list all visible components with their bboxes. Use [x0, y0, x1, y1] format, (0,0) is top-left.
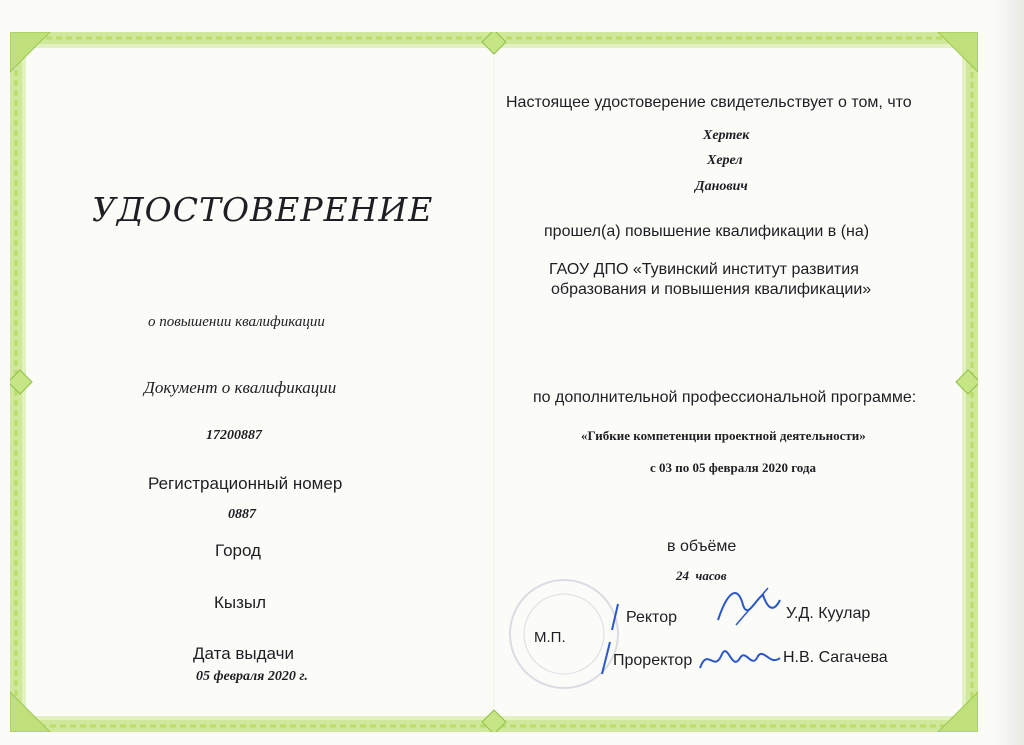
program-name: «Гибкие компетенции проектной деятельности» [581, 428, 866, 443]
registration-label: Регистрационный номер [148, 474, 343, 493]
prorector-name: Н.В. Сагачева [783, 649, 888, 666]
holder-name: Херел [707, 153, 743, 168]
program-label: по дополнительной профессиональной программе: [533, 389, 917, 406]
rector-label: Ректор [626, 609, 677, 626]
training-period: с 03 по 05 февраля 2020 года [650, 460, 816, 475]
certificate-title: УДОСТОВЕРЕНИЕ [92, 190, 434, 229]
holder-surname: Хертек [703, 128, 750, 143]
document-number: 17200887 [206, 428, 262, 443]
organization-line-2: образования и повышения квалификации» [551, 281, 872, 298]
intro-text: Настоящее удостоверение свидетельствует о том, что [506, 94, 912, 111]
issue-date-label: Дата выдачи [193, 644, 294, 663]
document-type: Документ о квалификации [144, 378, 337, 397]
city-value: Кызыл [214, 593, 267, 612]
organization-line-1: ГАОУ ДПО «Тувинский институт развития [549, 261, 859, 278]
rector-name: У.Д. Куулар [786, 605, 871, 622]
volume-label: в объёме [667, 538, 737, 555]
prorector-signature [694, 640, 784, 680]
signature-slash-marks [596, 600, 626, 680]
city-label: Город [215, 541, 261, 560]
certificate-subtitle: о повышении квалификации [148, 314, 325, 330]
hours-value: 24 часов [676, 568, 727, 583]
prorector-label: Проректор [613, 652, 693, 669]
completed-text: прошел(а) повышение квалификации в (на) [544, 223, 870, 240]
rector-signature [708, 580, 788, 630]
scan-edge [994, 0, 1024, 745]
holder-patronymic: Данович [695, 179, 748, 194]
seal-label: М.П. [534, 629, 566, 646]
issue-date: 05 февраля 2020 г. [196, 669, 308, 684]
registration-number: 0887 [228, 507, 256, 522]
